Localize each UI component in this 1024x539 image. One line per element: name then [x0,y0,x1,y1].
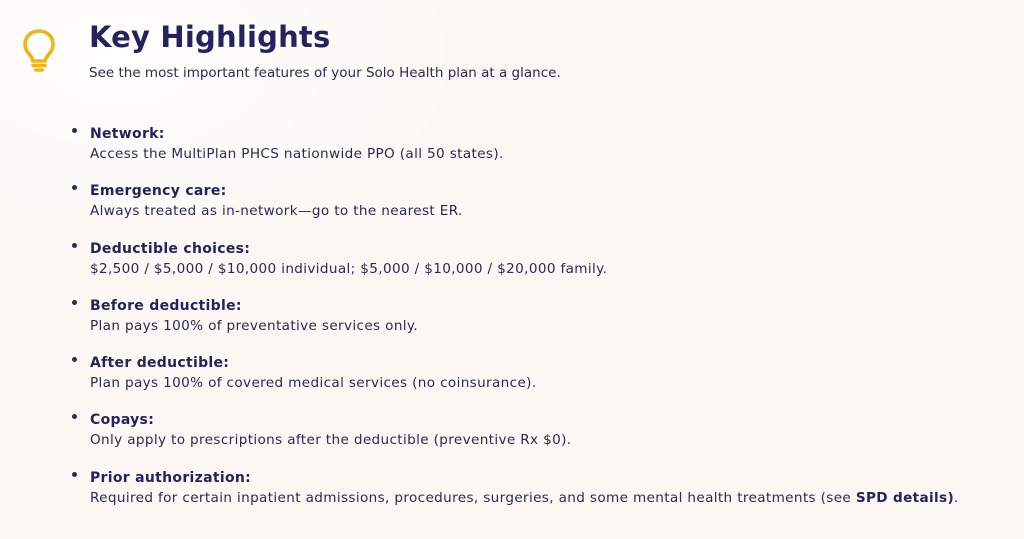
highlight-title: After deductible: [90,355,230,372]
highlight-title: Before deductible: [90,297,242,314]
highlight-body: Only apply to prescriptions after the deductible (preventive Rx $0). [90,432,572,449]
bullet-icon [72,357,77,362]
highlight-title: Copays: [90,412,155,429]
bullet-icon [72,414,77,419]
highlight-title: Network: [90,126,165,142]
highlight-body: Plan pays 100% of covered medical services (no coinsurance). [90,375,537,392]
highlight-emergency-care [72,182,1002,239]
bullet-icon [72,243,77,248]
highlight-body: $2,500 / $5,000 / $10,000 individual; $5,000 / $10,000 / $20,000 family. [90,260,608,277]
highlight-before-deductible [72,297,1002,354]
highlight-network [72,125,1002,182]
bullet-icon [72,472,77,477]
highlight-body: Access the MultiPlan PHCS nationwide PPO (all 50 states). [90,146,504,162]
page-title: Key Highlights [89,20,331,54]
highlights-list [72,125,1002,526]
highlight-prior-authorization [72,469,1002,526]
highlight-body: Plan pays 100% of preventative services only. [90,317,419,334]
bullet-icon [72,185,77,190]
highlight-body-text: Required for certain inpatient admissions, procedures, surgeries, and some mental health treatments (see [90,489,856,506]
bullet-icon [72,300,77,305]
highlight-copays [72,411,1002,468]
highlight-body: Always treated as in-network—go to the nearest ER. [90,203,463,220]
bullet-icon [72,128,77,133]
lightbulb-icon [22,28,56,72]
highlight-body [90,488,1002,508]
highlight-title: Deductible choices: [90,240,251,257]
highlight-body-end: . [954,489,959,506]
highlight-title: Emergency care: [90,183,227,200]
spd-details-link[interactable]: SPD details) [855,489,955,506]
highlight-title: Prior authorization: [90,469,252,486]
highlight-deductible-choices [72,240,1002,297]
highlight-after-deductible [72,354,1002,411]
page-subtitle: See the most important features of your Solo Health plan at a glance. [89,65,561,81]
